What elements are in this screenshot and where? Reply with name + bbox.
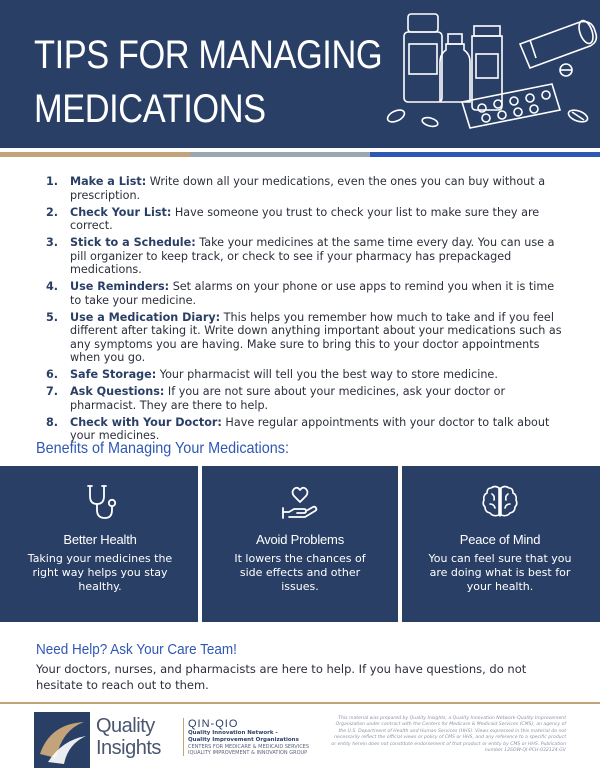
card-divider — [398, 466, 402, 622]
list-item: 7. Ask Questions: If you are not sure about your medicines, ask your doctor or pharmacist. They are there to help. — [46, 385, 506, 412]
benefit-card-peace-of-mind — [400, 466, 600, 622]
brain-icon — [480, 482, 520, 522]
heart-in-hand-icon — [280, 482, 320, 522]
card-divider — [198, 466, 202, 622]
footer-divider — [0, 702, 600, 704]
list-item: 6. Safe Storage: Your pharmacist will tell you the best way to store medicine. — [46, 368, 498, 381]
benefit-text: It lowers the chances of side effects and other issues. — [234, 552, 366, 593]
benefit-card-better-health — [0, 466, 200, 622]
quality-insights-logo-icon — [34, 712, 90, 768]
legal-disclaimer: This material was prepared by Quality Insights, a Quality Innovation Network-Quality Improvement Organization under contract with the Centers for Medicare & Medicaid Services (CMS), an agency of the U.S. Department of Health and Human Services (HHS). Views expressed in this material do not necessarily reflect the official views or policy of CMS or HHS, and any reference to a specific product or entity herein does not constitute endorsement of that product or entity by CMS or HHS. Publication number 12SOW-QI-PCH-032124-GV — [331, 716, 566, 754]
benefits-heading: Benefits of Managing Your Medications: — [36, 440, 289, 457]
list-item: 1. Make a List: Write down all your medications, even the ones you can buy without a prescription. — [46, 175, 546, 202]
stethoscope-icon — [80, 482, 120, 522]
list-item: 4. Use Reminders: Set alarms on your phone or use apps to remind you when it is time to take your medicine. — [46, 280, 555, 307]
help-text: Your doctors, nurses, and pharmacists are here to help. If you have questions, do not hesitate to reach out to them. — [36, 662, 527, 692]
accent-stripe-gray — [190, 152, 370, 157]
tips-list — [46, 175, 566, 446]
benefit-title: Avoid Problems — [255, 532, 344, 547]
medicine-bottles-and-pills-illustration — [370, 4, 600, 146]
qin-qio-block: QIN-QIO Quality Innovation Network - Quality Improvement Organizations CENTERS FOR MEDICARE & MEDICAID SERVICES IQUALITY IMPROVEMENT & INNOVATION GROUP — [183, 718, 323, 756]
list-item: 3. Stick to a Schedule: Take your medicines at the same time every day. You can use a pill organizer to keep track, or check to see if your pharmacy has prepackaged medications. — [46, 236, 555, 276]
benefit-title: Better Health — [63, 532, 137, 547]
accent-stripe-blue — [370, 152, 600, 157]
list-item: 5. Use a Medication Diary: This helps you remember how much to take and if you feel different after taking it. Write down anything important about your medications such as any symptoms you are having. Make sure to bring this to your doctor appointments when you go. — [46, 310, 562, 364]
benefit-text: You can feel sure that you are doing what is best for your health. — [428, 552, 572, 593]
benefit-title: Peace of Mind — [459, 532, 541, 547]
page-title: TIPS FOR MANAGING MEDICATIONS — [34, 33, 383, 131]
accent-stripe-gold — [0, 152, 190, 157]
list-item: 2. Check Your List: Have someone you trust to check your list to make sure they are correct. — [46, 205, 540, 232]
brand-wordmark: Quality Insights — [96, 715, 161, 759]
help-heading: Need Help? Ask Your Care Team! — [36, 641, 237, 658]
benefit-card-avoid-problems — [200, 466, 400, 622]
list-item: 8. Check with Your Doctor: Have regular appointments with your doctor to talk about your medicines. — [46, 415, 550, 442]
qin-qio-mark: QIN-QIO — [188, 718, 239, 730]
benefit-text: Taking your medicines the right way helps you stay healthy. — [27, 552, 173, 593]
header-banner — [0, 0, 600, 148]
benefits-panel — [0, 466, 600, 622]
